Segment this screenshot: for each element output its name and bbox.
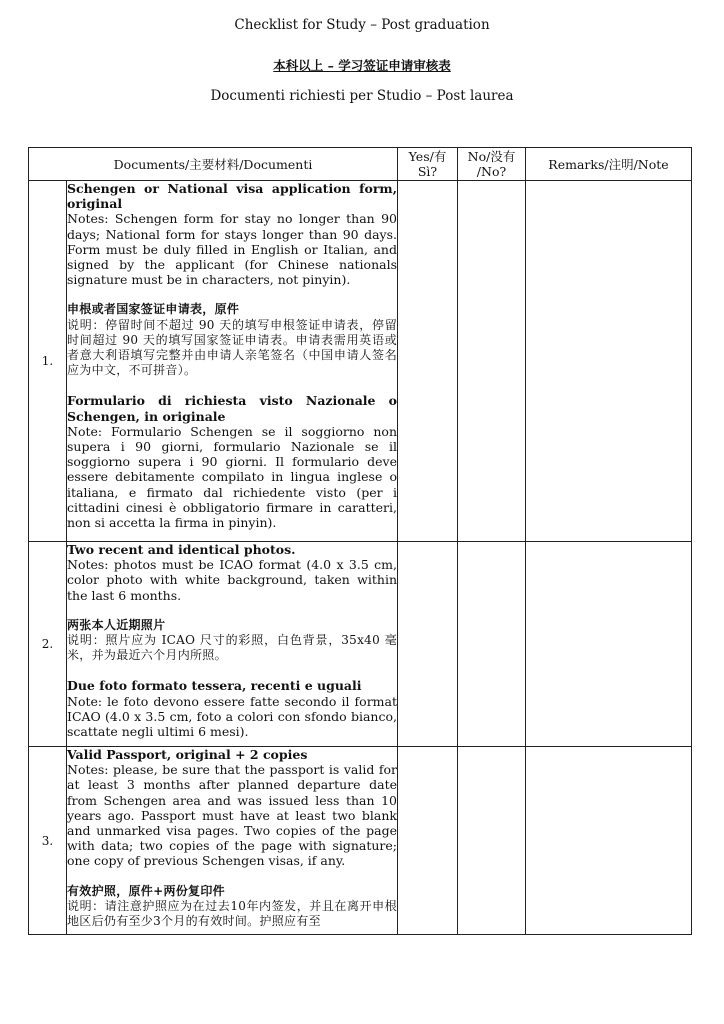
en-notes: Notes: please, be sure that the passport is valid for at least 3 months after planned departure date from Schengen area and was issued less than 10 years ago. Passport must have at least two blank and unmarked visa pages. Two copies of the page with data; two copies of the page with signature; one copy of previous Schengen visas, if any.: [67, 762, 397, 869]
no-checkbox-cell[interactable]: [458, 181, 526, 542]
en-title: Schengen or National visa application form, original: [67, 181, 397, 212]
en-notes: Notes: Schengen form for stay no longer than 90 days; National form for stays longer than 90 days. Form must be duly filled in English or Italian, and signed by the applicant (for Chinese nationals signature must be in characters, not pinyin).: [67, 211, 397, 288]
it-title: Due foto formato tessera, recenti e uguali: [67, 678, 362, 694]
header-documents: Documents/主要材料/Documenti: [29, 148, 398, 181]
en-notes: Notes: photos must be ICAO format (4.0 x 3.5 cm, color photo with white background, taken within the last 6 months.: [67, 557, 397, 603]
header-no-line1: No/没有: [467, 149, 516, 164]
zh-notes: 说明：停留时间不超过 90 天的填写申根签证申请表，停留时间超过 90 天的填写国家签证申请表。申请表需用英语或者意大利语填写完整并由申请人亲笔签名（中国申请人签名应为中文，不可拼音）。: [67, 317, 397, 378]
table-row: [29, 747, 692, 935]
table-header-row: [29, 148, 692, 181]
zh-notes: 说明：请注意护照应为在过去10年内签发，并且在离开申根地区后仍有至少3个月的有效时间。护照应有至: [67, 898, 397, 929]
zh-notes: 说明：照片应为 ICAO 尺寸的彩照，白色背景，35x40 毫米，并为最近六个月内所照。: [67, 633, 397, 663]
zh-title: 申根或者国家签证申请表，原件: [67, 302, 240, 317]
it-notes: Note: Formulario Schengen se il soggiorno non supera i 90 giorni, formulario Nazionale se il soggiorno supera i 90 giorni. Il formulario deve essere debitamente compilato in lingua inglese o italiana, e firmato dal richiedente visto (per i cittadini cinesi è obbligatorio firmare in caratteri, non si accetta la firma in pinyin).: [67, 423, 397, 531]
title-italian: Documenti richiesti per Studio – Post laurea: [210, 88, 514, 104]
title-english: Checklist for Study – Post graduation: [234, 17, 490, 33]
title-chinese: 本科以上 – 学习签证申请审核表: [273, 58, 451, 73]
yes-checkbox-cell[interactable]: [398, 542, 458, 747]
it-title: Formulario di richiesta visto Nazionale o Schengen, in originale: [67, 393, 397, 424]
document-description: [67, 542, 398, 747]
table-row: [29, 181, 692, 542]
remarks-cell[interactable]: [526, 542, 692, 747]
header-remarks: Remarks/注明/Note: [526, 148, 692, 181]
header-yes: [398, 148, 458, 181]
yes-checkbox-cell[interactable]: [398, 747, 458, 935]
it-notes: Note: le foto devono essere fatte secondo il format ICAO (4.0 x 3.5 cm, foto a colori con sfondo bianco, scattate negli ultimi 6 mesi).: [67, 693, 397, 740]
zh-title: 两张本人近期照片: [67, 617, 166, 632]
header-yes-line1: Yes/有: [408, 149, 447, 164]
header-no: [458, 148, 526, 181]
remarks-cell[interactable]: [526, 181, 692, 542]
yes-checkbox-cell[interactable]: [398, 181, 458, 542]
header-yes-line2: Sì?: [417, 164, 438, 179]
no-checkbox-cell[interactable]: [458, 542, 526, 747]
no-checkbox-cell[interactable]: [458, 747, 526, 935]
en-title: Two recent and identical photos.: [67, 542, 296, 557]
zh-title: 有效护照，原件+两份复印件: [67, 883, 225, 898]
row-number: 3.: [29, 747, 67, 935]
checklist-table: [28, 147, 692, 935]
row-number: 2.: [29, 542, 67, 747]
header-no-line2: /No?: [476, 164, 507, 179]
document-description: [67, 747, 398, 935]
row-number: 1.: [29, 181, 67, 542]
en-title: Valid Passport, original + 2 copies: [67, 747, 308, 762]
document-description: [67, 181, 398, 542]
table-row: [29, 542, 692, 747]
remarks-cell[interactable]: [526, 747, 692, 935]
